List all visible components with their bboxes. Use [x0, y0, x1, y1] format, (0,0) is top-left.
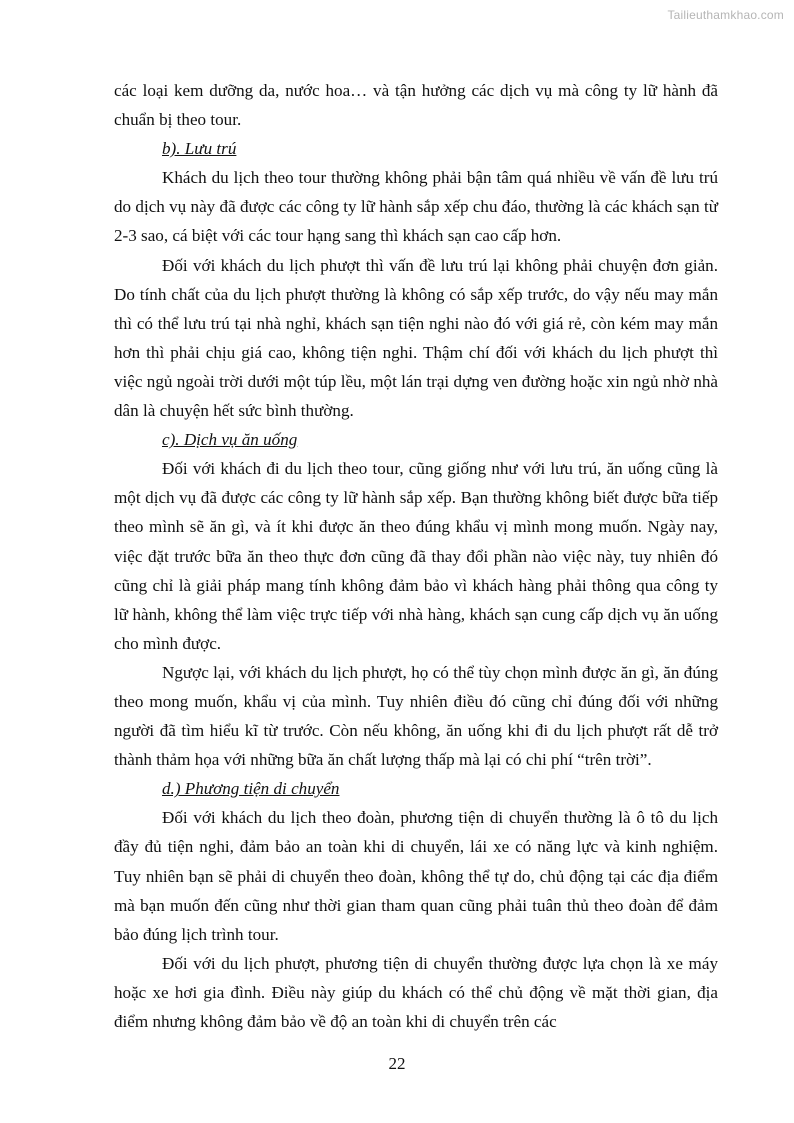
paragraph-backpacker-dining: Ngược lại, với khách du lịch phượt, họ có thể tùy chọn mình được ăn gì, ăn đúng theo mong muốn, khẩu vị của mình. Tuy nhiên điều đó cũng chỉ đúng đối với những người đã tìm hiểu kĩ từ trước. Còn nếu không, ăn uống khi đi du lịch phượt rất dễ trở thành thảm họa với những bữa ăn chất lượng thấp mà lại có chi phí “trên trời”.: [114, 662, 718, 770]
paragraph-backpacker-accommodation: Đối với khách du lịch phượt thì vấn đề lưu trú lại không phải chuyện đơn giản. Do tính chất của du lịch phượt thường là không có sắp xếp trước, do vậy nếu may mắn thì có thể lưu trú tại nhà nghỉ, khách sạn tiện nghi nào đó với giá rẻ, còn kém may mắn hơn thì phải chịu giá cao, không tiện nghi. Thậm chí đối với khách du lịch phượt thì việc ngủ ngoài trời dưới một túp lều, một lán trại dựng ven đường hoặc xin ngủ nhờ nhà dân là chuyện hết sức bình thường.: [114, 255, 718, 421]
paragraph-tour-accommodation: Khách du lịch theo tour thường không phải bận tâm quá nhiều về vấn đề lưu trú do dịch vụ này đã được các công ty lữ hành sắp xếp chu đáo, thường là các khách sạn từ 2-3 sao, cá biệt với các tour hạng sang thì khách sạn cao cấp hơn.: [114, 168, 718, 246]
heading-text: d.) Phương tiện di chuyển: [162, 779, 340, 799]
section-heading-accommodation: [114, 134, 718, 163]
paragraph-cosmetics: các loại kem dưỡng da, nước hoa… và tận hưởng các dịch vụ mà công ty lữ hành đã chuẩn bị theo tour.: [114, 81, 718, 130]
paragraph-group-transport: Đối với khách du lịch theo đoàn, phương tiện di chuyển thường là ô tô du lịch đầy đủ tiện nghi, đảm bảo an toàn khi di chuyển, lái xe có năng lực và kinh nghiệm. Tuy nhiên bạn sẽ phải di chuyển theo đoàn, không thể tự do, chủ động tại các địa điểm mà bạn muốn đến cũng như thời gian tham quan cũng phải tuân thủ theo đoàn để đảm bảo đúng lịch trình tour.: [114, 808, 718, 944]
section-heading-dining: [114, 425, 718, 454]
heading-text: b). Lưu trú: [162, 139, 237, 159]
page-body: [114, 76, 718, 1036]
heading-text: c). Dịch vụ ăn uống: [162, 430, 298, 450]
page-number: 22: [388, 1054, 406, 1073]
paragraph-tour-dining: Đối với khách đi du lịch theo tour, cũng giống như với lưu trú, ăn uống cũng là một dịch vụ đã được các công ty lữ hành sắp xếp. Bạn thường không biết được bữa tiếp theo mình sẽ ăn gì, và ít khi được ăn theo đúng khẩu vị mình mong muốn. Ngày nay, việc đặt trước bữa ăn theo thực đơn cũng đã thay đổi phần nào việc này, tuy nhiên đó cũng chỉ là giải pháp mang tính không đảm bảo vì khách hàng phải thông qua công ty lữ hành, không thể làm việc trực tiếp với nhà hàng, khách sạn cung cấp dịch vụ ăn uống cho mình được.: [114, 459, 718, 653]
section-heading-transport: [114, 774, 718, 803]
paragraph-backpacker-transport: Đối với du lịch phượt, phương tiện di chuyển thường được lựa chọn là xe máy hoặc xe hơi gia đình. Điều này giúp du khách có thể chủ động về mặt thời gian, địa điểm nhưng không đảm bảo về độ an toàn khi di chuyển trên các: [114, 953, 718, 1031]
watermark-text: Tailieuthamkhao.com: [667, 8, 784, 22]
